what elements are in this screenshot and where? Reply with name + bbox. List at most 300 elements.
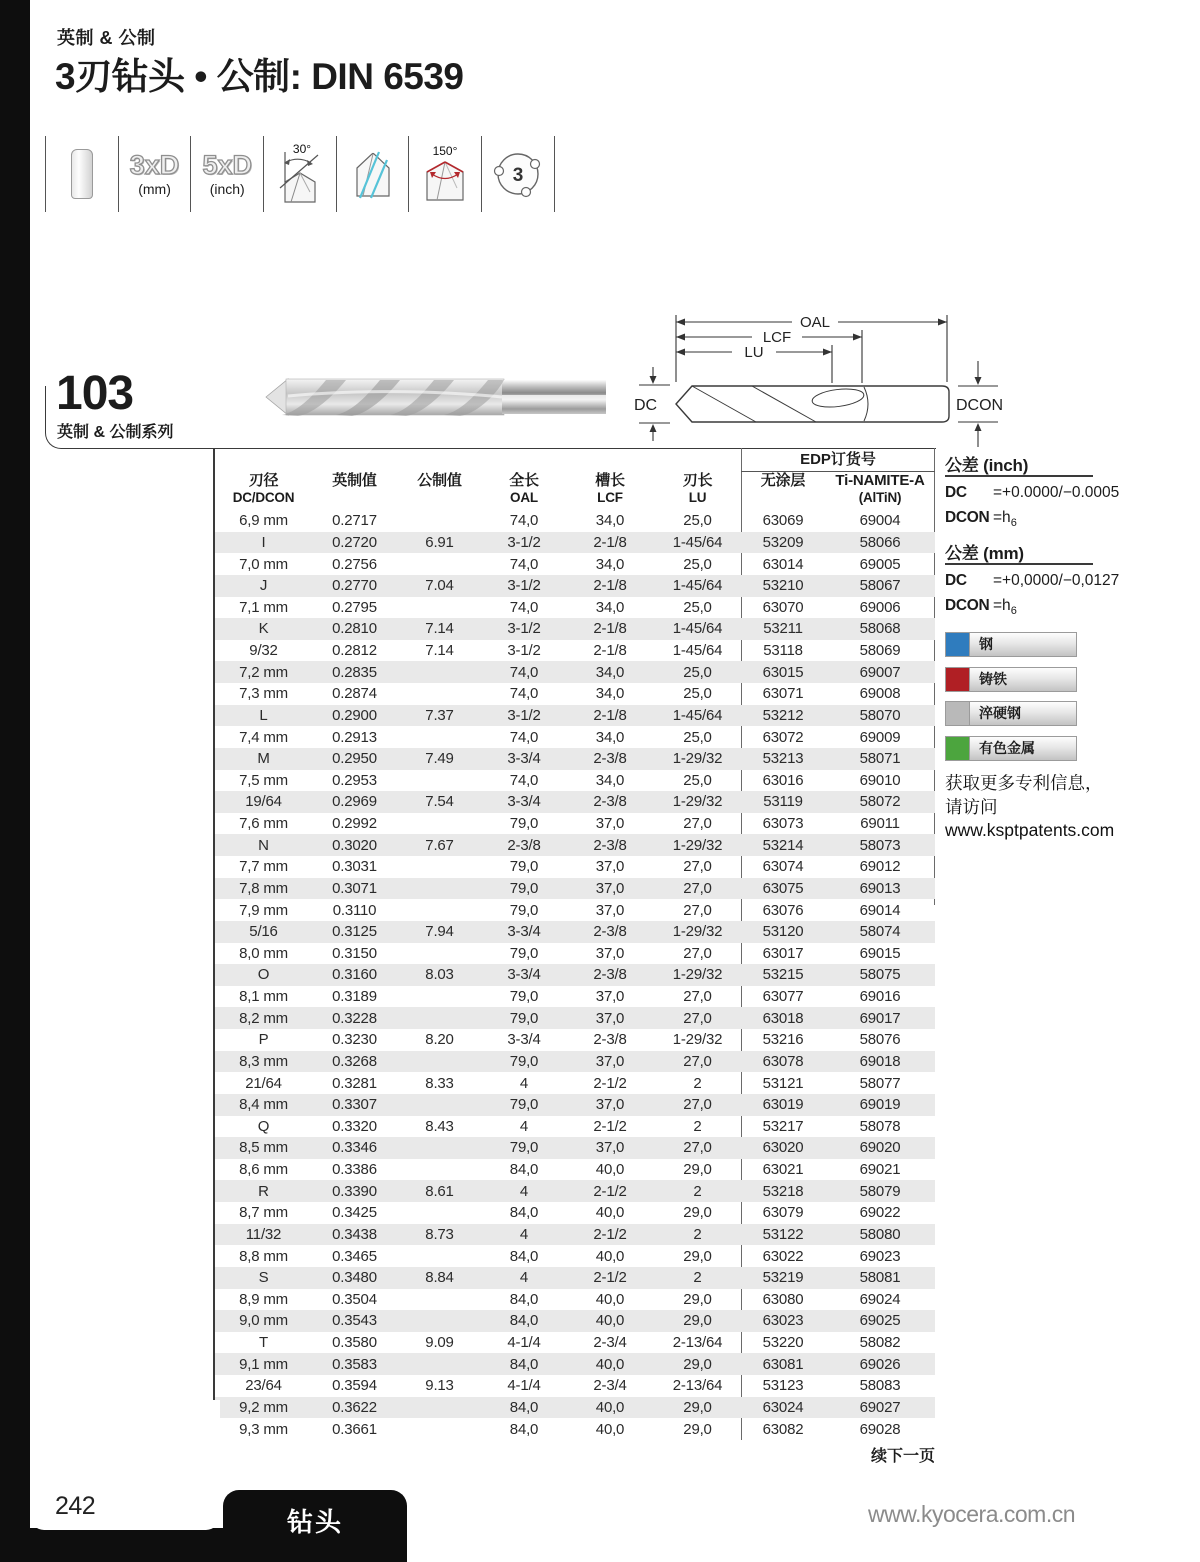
table-cell: 79,0	[509, 815, 539, 833]
table-cell: 34,0	[595, 728, 625, 746]
table-row	[215, 1375, 935, 1397]
table-cell: 37,0	[595, 1096, 625, 1114]
table-cell: 0.2913	[332, 728, 377, 746]
table-cell: 63024	[762, 1398, 804, 1416]
table-row	[215, 1007, 935, 1029]
table-cell: 74,0	[509, 685, 539, 703]
table-cell: 40,0	[595, 1247, 625, 1265]
table-cell: 7,1 mm	[239, 598, 288, 616]
coolant-through-icon	[349, 146, 397, 202]
table-cell: Q	[257, 1117, 270, 1135]
table-cell: 40,0	[595, 1290, 625, 1308]
table-cell: 4	[519, 1225, 529, 1243]
table-cell: 0.3281	[332, 1074, 377, 1092]
table-cell: 8.43	[425, 1117, 454, 1135]
table-cell: 0.3228	[332, 1009, 377, 1027]
table-cell: 40,0	[595, 1355, 625, 1373]
table-cell: 0.3622	[332, 1398, 377, 1416]
table-cell: 63021	[762, 1161, 804, 1179]
table-cell: 7,8 mm	[239, 879, 288, 897]
table-cell: 58074	[859, 923, 901, 941]
table-cell: 53215	[762, 966, 804, 984]
table-cell: 8.84	[425, 1269, 454, 1287]
column-header-line1: 无涂层	[760, 472, 806, 489]
table-cell: 34,0	[595, 771, 625, 789]
patent-line: 请访问	[945, 796, 998, 817]
table-cell: 63079	[762, 1204, 804, 1222]
table-cell: 69006	[859, 598, 901, 616]
table-cell: 53213	[762, 750, 804, 768]
table-row	[215, 1094, 935, 1116]
table-row	[215, 640, 935, 662]
table-cell: 2-3/8	[593, 793, 627, 811]
table-cell: 53119	[763, 793, 803, 811]
table-cell: 29,0	[683, 1161, 712, 1179]
table-cell: 19/64	[245, 793, 282, 811]
table-cell: 69026	[859, 1355, 901, 1373]
table-row	[215, 856, 935, 878]
table-row	[215, 510, 935, 532]
table-cell: 7.49	[425, 750, 454, 768]
table-cell: 58069	[859, 642, 901, 660]
table-cell: 25,0	[683, 598, 712, 616]
table-cell: 63015	[762, 663, 804, 681]
table-cell: J	[259, 577, 268, 595]
table-cell: 58072	[859, 793, 901, 811]
table-cell: 63073	[762, 815, 804, 833]
table-cell: 0.3110	[332, 901, 377, 919]
table-cell: 0.3320	[332, 1117, 377, 1135]
table-cell: 2	[693, 1225, 702, 1243]
table-cell: 7,9 mm	[239, 901, 288, 919]
table-cell: 37,0	[595, 1139, 625, 1157]
table-cell: 8,4 mm	[239, 1096, 288, 1114]
table-cell: 2-1/2	[593, 1074, 627, 1092]
table-cell: 7.14	[425, 620, 454, 638]
table-row	[215, 1310, 935, 1332]
table-cell: 1-29/32	[672, 966, 723, 984]
table-row	[215, 1051, 935, 1073]
table-cell: 58073	[859, 836, 901, 854]
table-cell: 63076	[762, 901, 804, 919]
table-row	[215, 1245, 935, 1267]
table-cell: M	[257, 750, 270, 768]
table-cell: 4-1/4	[507, 1334, 541, 1352]
table-cell: 58078	[859, 1117, 901, 1135]
tolerance-mm-rule	[945, 563, 1093, 565]
table-cell: 0.3438	[332, 1225, 377, 1243]
table-cell: 4	[519, 1269, 529, 1287]
table-cell: 84,0	[509, 1290, 539, 1308]
table-cell: 1-29/32	[672, 836, 723, 854]
patent-note	[945, 772, 1114, 843]
table-cell: 2-3/4	[593, 1377, 627, 1395]
table-cell: 53217	[762, 1117, 804, 1135]
legend-item	[945, 736, 1077, 761]
table-row	[215, 683, 935, 705]
column-header	[566, 472, 654, 506]
column-header	[312, 472, 397, 506]
table-cell: 63022	[762, 1247, 804, 1265]
table-cell: 8,6 mm	[239, 1161, 288, 1179]
table-cell: 69014	[859, 901, 901, 919]
coolant-cell	[336, 136, 409, 212]
table-cell: 2-1/2	[593, 1225, 627, 1243]
table-cell: 63081	[762, 1355, 804, 1373]
table-cell: 34,0	[595, 598, 625, 616]
column-header	[215, 472, 312, 506]
table-row	[215, 964, 935, 986]
dc-value: =+0.0000/−0.0005	[993, 484, 1120, 501]
table-cell: 3-1/2	[507, 577, 541, 595]
table-cell: O	[257, 966, 270, 984]
tolerance-inch-title: 公差 (inch)	[945, 456, 1029, 475]
continued-note: 续下一页	[870, 1448, 935, 1465]
table-cell: 69020	[859, 1139, 901, 1157]
column-header	[397, 472, 482, 506]
table-cell: 2-1/2	[593, 1182, 627, 1200]
table-cell: 8.20	[425, 1031, 454, 1049]
3xd-unit-label: (mm)	[138, 180, 171, 197]
table-row	[215, 986, 935, 1008]
table-cell: 2-1/2	[593, 1117, 627, 1135]
column-header	[482, 472, 566, 506]
table-row	[215, 661, 935, 683]
table-cell: 0.3661	[332, 1420, 377, 1438]
table-cell: 7,4 mm	[239, 728, 288, 746]
table-cell: 1-29/32	[672, 1031, 723, 1049]
table-cell: 69019	[859, 1096, 901, 1114]
table-cell: 7.67	[425, 836, 454, 854]
svg-text:DCON: DCON	[956, 397, 1004, 414]
table-cell: 63082	[762, 1420, 804, 1438]
table-cell: S	[258, 1269, 269, 1287]
table-cell: 63075	[762, 879, 804, 897]
table-cell: 0.3580	[332, 1334, 377, 1352]
table-cell: 7,5 mm	[239, 771, 288, 789]
footer-section-label[interactable]: 钻头	[286, 1507, 343, 1537]
table-cell: 53216	[762, 1031, 804, 1049]
column-header-line1: 全长	[509, 472, 539, 489]
table-cell: 63071	[762, 685, 804, 703]
table-cell: 0.3504	[332, 1290, 377, 1308]
column-header	[654, 472, 741, 506]
table-cell: 2-13/64	[672, 1377, 723, 1395]
legend-label: 钢	[969, 633, 993, 656]
table-cell: 3-3/4	[507, 966, 541, 984]
svg-text:3: 3	[512, 165, 524, 186]
table-cell: 34,0	[595, 685, 625, 703]
table-cell: 0.3150	[332, 944, 377, 962]
table-cell: 69018	[859, 1052, 901, 1070]
svg-text:OAL: OAL	[799, 314, 831, 331]
table-cell: 0.2835	[332, 663, 377, 681]
table-cell: 1-45/64	[672, 642, 723, 660]
table-row	[215, 921, 935, 943]
table-row	[215, 1116, 935, 1138]
table-cell: 53214	[762, 836, 804, 854]
table-cell: 63072	[762, 728, 804, 746]
page-number: 242	[55, 1492, 96, 1520]
table-cell: 58080	[859, 1225, 901, 1243]
table-cell: 29,0	[683, 1398, 712, 1416]
table-cell: 63020	[762, 1139, 804, 1157]
table-row	[215, 705, 935, 727]
table-cell: 63019	[762, 1096, 804, 1114]
table-cell: 53209	[762, 533, 804, 551]
table-row	[215, 532, 935, 554]
table-row	[215, 1137, 935, 1159]
table-cell: 53212	[762, 706, 804, 724]
table-cell: 37,0	[595, 944, 625, 962]
table-cell: 27,0	[683, 879, 712, 897]
table-cell: 37,0	[595, 879, 625, 897]
table-cell: 0.2874	[332, 685, 377, 703]
table-cell: 2-1/8	[593, 706, 627, 724]
table-cell: 69024	[859, 1290, 901, 1308]
table-cell: 0.2900	[332, 706, 377, 724]
table-cell: 7,7 mm	[239, 858, 288, 876]
table-cell: 2-3/8	[593, 1031, 627, 1049]
tolerance-mm-dcon	[945, 597, 1017, 617]
table-cell: 37,0	[595, 858, 625, 876]
table-cell: 2-1/8	[593, 577, 627, 595]
table-cell: 79,0	[509, 944, 539, 962]
table-cell: 0.3594	[332, 1377, 377, 1395]
table-row	[215, 1397, 935, 1419]
table-cell: 0.3189	[332, 988, 377, 1006]
table-cell: 1-45/64	[672, 620, 723, 638]
table-cell: 58070	[859, 706, 901, 724]
table-cell: 0.2770	[332, 577, 377, 595]
table-cell: 2-3/4	[593, 1334, 627, 1352]
footer-bar	[0, 1528, 232, 1562]
size-5xd-cell	[190, 136, 263, 212]
table-cell: 40,0	[595, 1312, 625, 1330]
table-cell: 53219	[762, 1269, 804, 1287]
table-cell: 0.2717	[332, 512, 377, 530]
table-cell: 74,0	[509, 728, 539, 746]
tolerance-inch-rule	[945, 475, 1093, 477]
table-cell: 69015	[859, 944, 901, 962]
table-cell: 9.09	[425, 1334, 454, 1352]
table-cell: 27,0	[683, 988, 712, 1006]
table-cell: 25,0	[683, 512, 712, 530]
column-header-line1: 英制值	[332, 472, 377, 489]
table-cell: 2-1/8	[593, 533, 627, 551]
table-cell: 1-29/32	[672, 750, 723, 768]
table-cell: 8,3 mm	[239, 1052, 288, 1070]
table-row	[215, 899, 935, 921]
table-cell: 63018	[762, 1009, 804, 1027]
table-cell: 7,0 mm	[239, 555, 288, 573]
table-cell: 4-1/4	[507, 1377, 541, 1395]
svg-text:30°: 30°	[292, 142, 311, 156]
table-cell: P	[258, 1031, 269, 1049]
table-cell: 21/64	[245, 1074, 282, 1092]
table-cell: 2-3/8	[593, 750, 627, 768]
table-cell: 84,0	[509, 1204, 539, 1222]
table-cell: 8,1 mm	[239, 988, 288, 1006]
table-cell: 53218	[762, 1182, 804, 1200]
tolerance-inch-dcon	[945, 509, 1017, 529]
table-cell: 69023	[859, 1247, 901, 1265]
table-cell: N	[258, 836, 269, 854]
table-cell: 63080	[762, 1290, 804, 1308]
table-cell: 9/32	[249, 642, 278, 660]
flute-count-cell	[481, 136, 555, 212]
table-row	[215, 1418, 935, 1440]
table-cell: 9,1 mm	[239, 1355, 288, 1373]
tolerance-inch-dc	[945, 484, 1119, 502]
table-cell: 27,0	[683, 1139, 712, 1157]
column-header-line1: 刃径	[248, 472, 279, 489]
column-header	[741, 472, 825, 506]
table-cell: 84,0	[509, 1161, 539, 1179]
table-cell: 29,0	[683, 1312, 712, 1330]
table-cell: 7.54	[425, 793, 454, 811]
legend-label: 有色金属	[969, 737, 1035, 760]
table-cell: 69025	[859, 1312, 901, 1330]
table-cell: 79,0	[509, 901, 539, 919]
dcon-label: DCON	[945, 597, 990, 614]
table-cell: 53211	[763, 620, 803, 638]
table-cell: L	[259, 706, 268, 724]
column-header-line1: 槽长	[595, 472, 625, 489]
column-header-line2: OAL	[510, 490, 538, 505]
table-cell: 7.14	[425, 642, 454, 660]
table-cell: 63017	[762, 944, 804, 962]
table-cell: 34,0	[595, 663, 625, 681]
table-cell: 27,0	[683, 858, 712, 876]
table-cell: 1-45/64	[672, 533, 723, 551]
table-cell: 58082	[859, 1334, 901, 1352]
table-cell: 1-45/64	[672, 577, 723, 595]
table-cell: 69004	[859, 512, 901, 530]
table-cell: 79,0	[509, 858, 539, 876]
table-cell: 3-3/4	[507, 1031, 541, 1049]
table-cell: 0.3543	[332, 1312, 377, 1330]
table-cell: 2-3/8	[593, 966, 627, 984]
table-cell: 8.73	[425, 1225, 454, 1243]
table-cell: 69005	[859, 555, 901, 573]
table-cell: 63077	[762, 988, 804, 1006]
table-cell: 7.04	[425, 577, 454, 595]
table-row	[215, 1180, 935, 1202]
page-title: 3刃钻头 • 公制: DIN 6539	[55, 56, 464, 97]
table-cell: 0.2812	[332, 642, 377, 660]
table-cell: 63016	[762, 771, 804, 789]
drill-photo	[252, 370, 612, 429]
table-cell: 0.3390	[332, 1182, 377, 1200]
table-cell: 0.2992	[332, 815, 377, 833]
table-cell: 69010	[859, 771, 901, 789]
table-cell: 0.2810	[332, 620, 377, 638]
svg-text:DC: DC	[634, 397, 658, 414]
table-cell: 27,0	[683, 944, 712, 962]
table-cell: 69011	[860, 815, 900, 833]
flute-count-icon	[490, 146, 546, 202]
table-cell: 7,6 mm	[239, 815, 288, 833]
table-cell: 79,0	[509, 1009, 539, 1027]
table-cell: 3-1/2	[507, 642, 541, 660]
table-row	[215, 834, 935, 856]
table-row	[215, 1159, 935, 1181]
table-cell: 8.03	[425, 966, 454, 984]
table-cell: 58068	[859, 620, 901, 638]
table-cell: 7.37	[425, 706, 454, 724]
table-cell: 40,0	[595, 1161, 625, 1179]
table-cell: 79,0	[509, 1139, 539, 1157]
column-header	[825, 472, 935, 506]
table-row	[215, 1289, 935, 1311]
table-cell: 7,3 mm	[239, 685, 288, 703]
dcon-label: DCON	[945, 509, 990, 526]
table-cell: 74,0	[509, 771, 539, 789]
drill-blank-icon	[71, 149, 93, 199]
column-header-line1: 刃长	[682, 472, 713, 489]
table-cell: 0.3160	[332, 966, 377, 984]
footer-website-link[interactable]: www.kyocera.com.cn	[868, 1501, 1076, 1527]
table-row	[215, 1267, 935, 1289]
patent-link[interactable]: www.ksptpatents.com	[945, 820, 1115, 841]
svg-text:150°: 150°	[432, 144, 458, 158]
table-cell: 69028	[859, 1420, 901, 1438]
legend-color-swatch	[946, 668, 969, 691]
table-cell: 58083	[859, 1377, 901, 1395]
table-cell: 53210	[762, 577, 804, 595]
table-cell: 0.3268	[332, 1052, 377, 1070]
table-cell: 23/64	[245, 1377, 282, 1395]
dimension-diagram	[626, 303, 1026, 454]
table-cell: 63023	[762, 1312, 804, 1330]
table-cell: 27,0	[683, 1009, 712, 1027]
table-cell: 69007	[859, 663, 901, 681]
table-cell: 84,0	[509, 1355, 539, 1373]
table-cell: 74,0	[509, 598, 539, 616]
table-cell: 1-29/32	[672, 793, 723, 811]
table-cell: 2	[693, 1074, 702, 1092]
point-angle-cell	[408, 136, 481, 212]
table-cell: 53120	[762, 923, 804, 941]
helix-angle-cell	[263, 136, 336, 212]
table-row	[215, 726, 935, 748]
table-cell: 9.13	[425, 1377, 454, 1395]
dcon-value: $=h_6$	[993, 597, 1017, 618]
table-cell: 58066	[859, 533, 901, 551]
page-edge-band	[0, 0, 30, 1562]
table-cell: 0.3583	[332, 1355, 377, 1373]
table-cell: 84,0	[509, 1247, 539, 1265]
table-cell: 79,0	[509, 879, 539, 897]
table-row	[215, 1202, 935, 1224]
table-cell: 69022	[859, 1204, 901, 1222]
table-cell: 0.2950	[332, 750, 377, 768]
table-cell: 0.3230	[332, 1031, 377, 1049]
table-cell: 69027	[859, 1398, 901, 1416]
legend-item	[945, 701, 1077, 726]
table-cell: 0.3071	[332, 879, 377, 897]
legend-color-swatch	[946, 737, 969, 760]
table-cell: 29,0	[683, 1355, 712, 1373]
table-cell: 2-13/64	[672, 1334, 723, 1352]
table-cell: 37,0	[595, 901, 625, 919]
table-cell: 8.61	[425, 1182, 454, 1200]
table-cell: 53220	[762, 1334, 804, 1352]
table-row	[215, 553, 935, 575]
column-header-line2: (AlTiN)	[858, 490, 902, 505]
table-cell: 58067	[859, 577, 901, 595]
